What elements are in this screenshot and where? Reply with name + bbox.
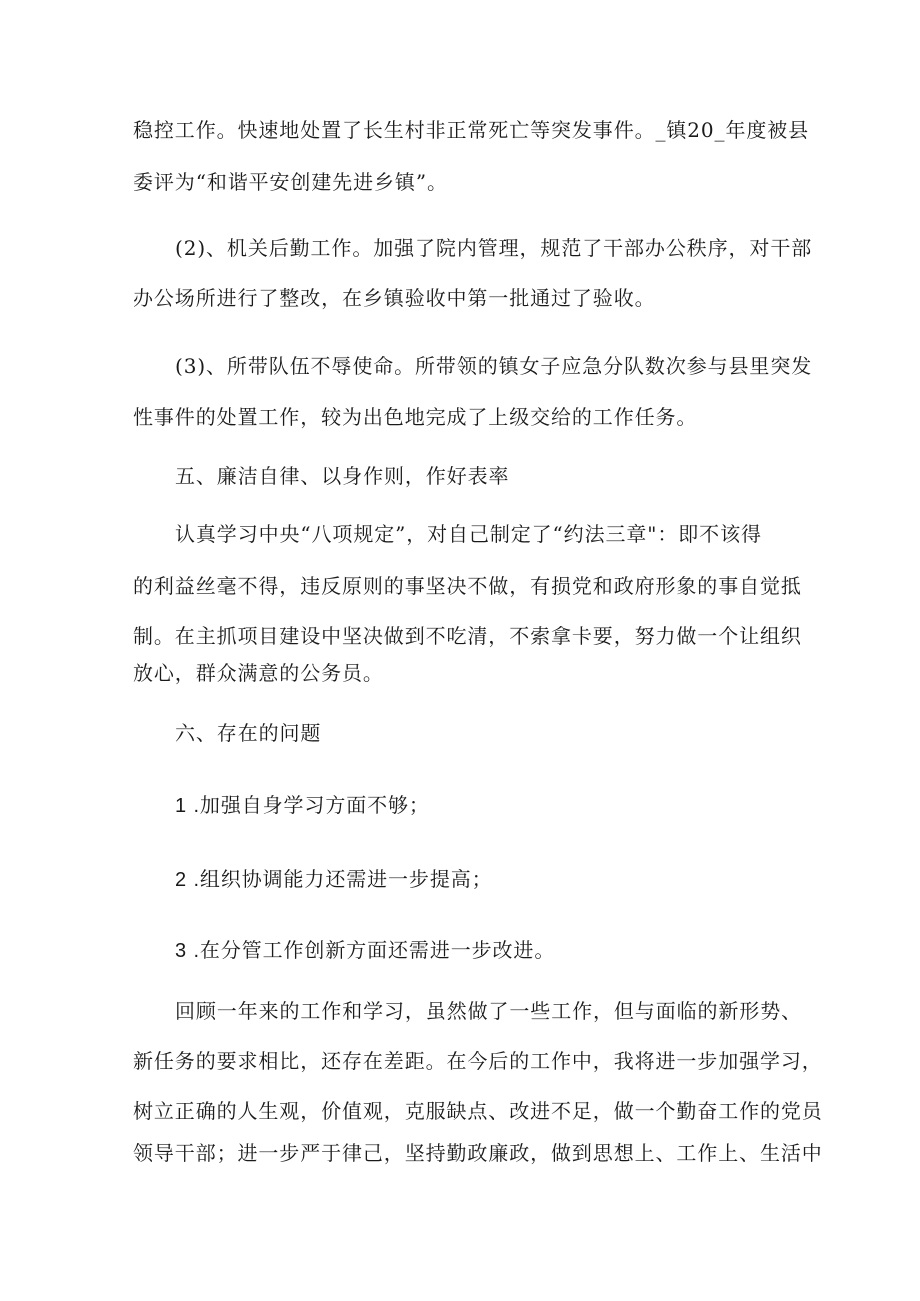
section-heading: 六、存在的问题 [175,721,322,745]
list-item: 1 .加强自身学习方面不够； [175,795,430,817]
text-line: 认真学习中央“八项规定”，对自己制定了“约法三章"：即不该得 [175,522,762,546]
text-line: 新任务的要求相比，还存在差距。在今后的工作中，我将进一步加强学习， [133,1049,823,1073]
text-line: 回顾一年来的工作和学习，虽然做了一些工作，但与面临的新形势、 [175,999,802,1023]
text-line: 性事件的处置工作，较为出色地完成了上级交给的工作任务。 [133,405,698,429]
list-item: 2 .组织协调能力还需进一步提高； [175,869,493,891]
text-line: 的利益丝毫不得，违反原则的事坚决不做，有损党和政府形象的事自觉抵 [133,574,802,598]
section-heading: 五、廉洁自律、以身作则，作好表率 [175,464,510,488]
list-item: 3 .在分管工作创新方面还需进一步改进。 [175,940,556,962]
text-line: 放心，群众满意的公务员。 [133,661,384,685]
text-line: 树立正确的人生观，价值观，克服缺点、改进不足，做一个勤奋工作的党员 [133,1099,823,1123]
text-line: 稳控工作。快速地处置了长生村非正常死亡等突发事件。_镇20_年度被县 [133,118,810,142]
text-line: 委评为“和谐平安创建先进乡镇”。 [133,170,448,194]
text-line: 制。在主抓项目建设中坚决做到不吃清，不索拿卡要，努力做一个让组织 [133,624,802,648]
text-line: (3)、所带队伍不辱使命。所带领的镇女子应急分队数次参与县里突发 [175,354,813,378]
text-line: 办公场所进行了整改，在乡镇验收中第一批通过了验收。 [133,286,656,310]
text-line: (2)、机关后勤工作。加强了院内管理，规范了干部办公秩序，对干部 [175,236,813,260]
text-line: 领导干部；进一步严于律己，坚持勤政廉政，做到思想上、工作上、生活中 [133,1141,823,1165]
